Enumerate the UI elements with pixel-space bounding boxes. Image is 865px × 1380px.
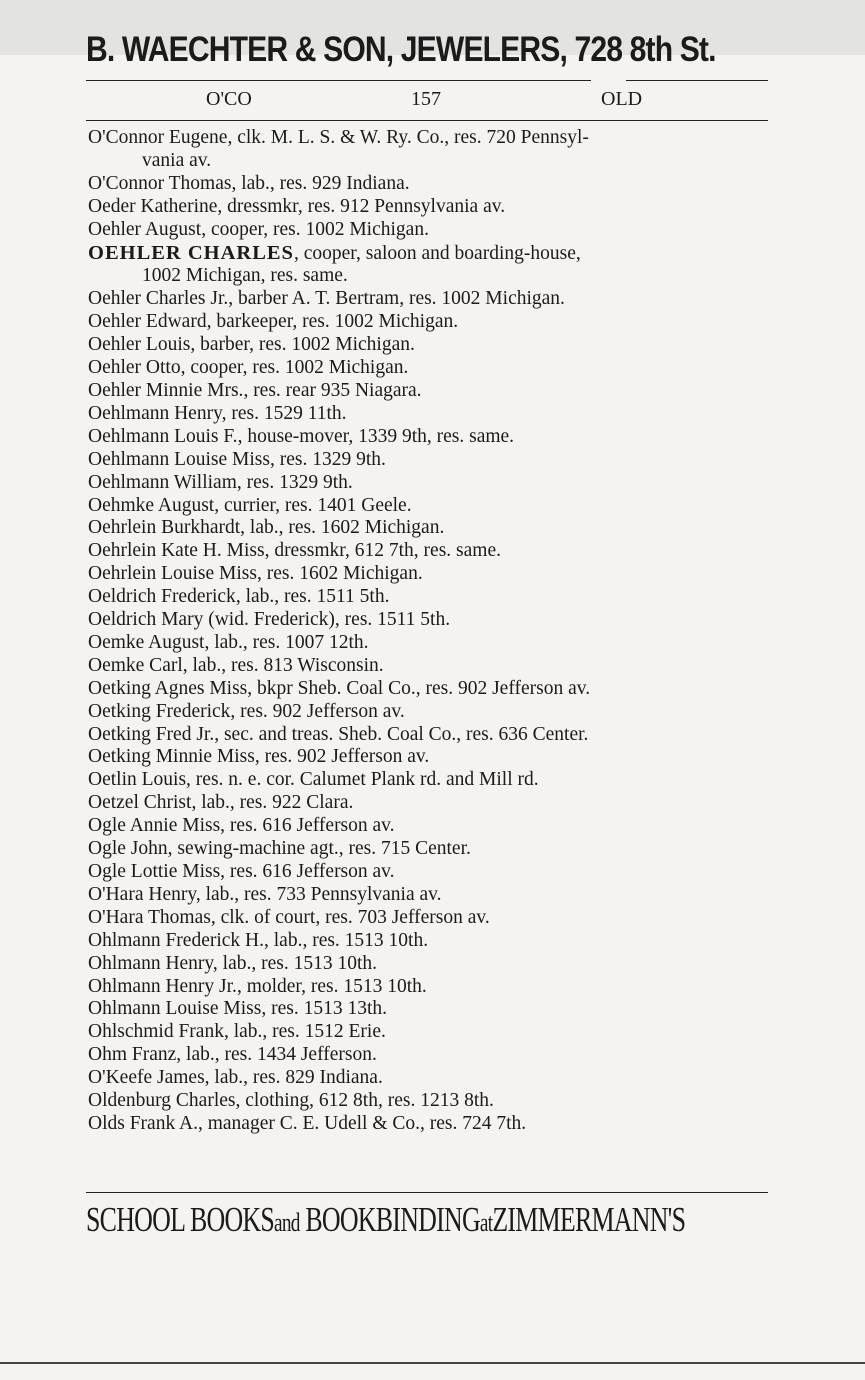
directory-entry [88, 495, 778, 518]
directory-entry [88, 540, 778, 563]
entry-details: , barber, res. 1002 Michigan. [190, 334, 415, 356]
entry-name: O'Connor Thomas [88, 172, 232, 194]
footer-ad-at: at [479, 1208, 493, 1237]
entry-name: Ohlmann Henry [88, 952, 213, 974]
directory-entry [88, 334, 778, 357]
entry-details: , barber A. T. Bertram, res. 1002 Michigan. [228, 288, 565, 310]
entry-name: OEHLER CHARLES [88, 241, 294, 264]
entry-details: , res. 1513 13th. [261, 998, 387, 1020]
page-bottom-edge [0, 1362, 865, 1364]
entry-details: (wid. Frederick), res. 1511 5th. [203, 609, 451, 631]
entry-details: , res. 616 Jefferson av. [220, 815, 395, 837]
directory-entry [88, 976, 778, 999]
directory-entry [88, 1113, 778, 1136]
entry-details: , cooper, saloon and boarding-house, [293, 242, 581, 264]
directory-entries [88, 127, 778, 1136]
entry-name: Oeder Katherine [88, 195, 218, 217]
directory-page [86, 0, 776, 1380]
directory-entry [88, 884, 778, 907]
entry-details: , currier, res. 1401 Geele. [214, 494, 412, 516]
entry-details: , bkpr Sheb. Coal Co., res. 902 Jefferson av. [247, 677, 591, 699]
entry-details: , barkeeper, res. 1002 Michigan. [206, 311, 459, 333]
directory-entry [88, 426, 778, 449]
entry-name: Oehler Edward [88, 311, 207, 333]
directory-entry [88, 998, 778, 1021]
footer-rule [86, 1192, 768, 1193]
entry-name: Ohlschmid Frank [88, 1021, 224, 1043]
entry-details: , lab., res. 1511 5th. [235, 586, 390, 608]
directory-entry [88, 746, 778, 769]
directory-entry [88, 724, 778, 747]
entry-details: , clk. of court, res. 703 Jefferson av. [210, 906, 490, 928]
header-ad-text-b: SON, JEWELERS, 728 8th St. [323, 30, 716, 69]
entry-name: Oehlmann Louise Miss [88, 448, 270, 470]
running-head-rule [86, 120, 768, 121]
entry-details: , lab., res. 813 Wisconsin. [182, 654, 384, 676]
directory-entry [88, 265, 778, 288]
entry-name: Ohlmann Louise Miss [88, 998, 262, 1020]
directory-entry [88, 517, 778, 540]
entry-details: , molder, res. 1513 10th. [236, 975, 427, 997]
entry-name: Oetking Minnie Miss [88, 746, 255, 768]
entry-name: O'Connor Eugene [88, 127, 228, 148]
entry-details: , res. 616 Jefferson av. [220, 861, 395, 882]
entry-details: , res. 902 Jefferson av. [230, 700, 405, 722]
entry-details: , lab., res. 733 Pennsylvania av. [195, 883, 442, 905]
directory-entry [88, 1090, 778, 1113]
directory-entry [88, 632, 778, 655]
entry-name: Ogle Lottie Miss [88, 861, 221, 882]
entry-name: O'Hara Henry [88, 883, 196, 905]
entry-name: Oetking Fred Jr. [88, 723, 215, 745]
directory-entry [88, 150, 778, 173]
directory-entry [88, 357, 778, 380]
running-head [86, 88, 776, 116]
directory-entry [88, 1044, 778, 1067]
directory-entry [88, 127, 778, 150]
directory-entry [88, 219, 778, 242]
page-number: 157 [411, 88, 441, 110]
entry-name: Oehler Minnie Mrs. [88, 379, 244, 401]
running-head-left: O'CO [206, 88, 252, 110]
entry-name: Oeldrich Frederick [88, 586, 236, 608]
entry-details: , lab., res. 929 Indiana. [231, 172, 410, 194]
entry-details: , clk. M. L. S. & W. Ry. Co., res. 720 Pennsyl- [227, 127, 589, 148]
directory-entry [88, 586, 778, 609]
entry-name: Oehler Louis [88, 334, 191, 356]
directory-entry [88, 815, 778, 838]
directory-entry [88, 861, 778, 884]
entry-details: , res. 1329 9th. [269, 448, 386, 470]
entry-details: , res. 1329 9th. [236, 471, 353, 493]
entry-name: Ogle Annie Miss [88, 815, 221, 837]
directory-entry [88, 288, 778, 311]
directory-entry [88, 563, 778, 586]
header-rule-right [626, 80, 768, 81]
entry-details: , lab., res. 829 Indiana. [204, 1067, 383, 1089]
entry-details: , lab., res. 1007 12th. [204, 631, 369, 653]
directory-entry [88, 173, 778, 196]
directory-entry [88, 1021, 778, 1044]
directory-entry [88, 792, 778, 815]
entry-details: , lab., res. 1434 Jefferson. [176, 1044, 377, 1066]
entry-name: Oetzel Christ [88, 792, 192, 814]
entry-details: , res. n. e. cor. Calumet Plank rd. and Mill rd. [186, 769, 539, 791]
running-head-right: OLD [601, 88, 643, 110]
entry-details: , lab., res. 1513 10th. [212, 952, 378, 974]
entry-name: Olds Frank A. [88, 1112, 198, 1134]
entry-name: Oehrlein Kate H. Miss [88, 540, 265, 562]
directory-entry [88, 953, 778, 976]
entry-name: O'Keefe James [88, 1067, 205, 1089]
entry-name: Oehmke August [88, 494, 215, 516]
directory-entry [88, 242, 778, 266]
directory-entry [88, 449, 778, 472]
entry-name: O'Hara Thomas [88, 906, 211, 928]
entry-details: , res. 902 Jefferson av. [254, 746, 430, 768]
entry-name: Ohlmann Frederick H. [88, 929, 264, 951]
directory-entry [88, 678, 778, 701]
directory-entry [88, 403, 778, 426]
directory-entry [88, 655, 778, 678]
entry-details: , dressmkr, 612 7th, res. same. [264, 540, 501, 562]
directory-entry [88, 609, 778, 632]
entry-name: Ogle John [88, 838, 168, 860]
entry-details: , clothing, 612 8th, res. 1213 8th. [235, 1090, 494, 1112]
directory-entry [88, 472, 778, 495]
entry-details: 1002 Michigan, res. same. [142, 265, 348, 287]
entry-details: , res. 1602 Michigan. [256, 563, 423, 585]
footer-ad-zimmermanns: ZIMMERMANN'S [492, 1200, 686, 1239]
directory-entry [88, 311, 778, 334]
entry-details: vania av. [142, 149, 212, 171]
footer-ad-bookbinding: BOOKBINDING [305, 1200, 480, 1239]
entry-name: Oetking Agnes Miss [88, 677, 248, 699]
entry-name: Oehrlein Burkhardt [88, 517, 241, 539]
header-ad-ampersand: & [294, 30, 316, 69]
entry-details: , dressmkr, res. 912 Pennsylvania av. [217, 195, 506, 217]
directory-entry [88, 701, 778, 724]
entry-name: Oemke August [88, 631, 205, 653]
directory-entry [88, 196, 778, 219]
entry-name: Oldenburg Charles [88, 1090, 236, 1112]
entry-name: Ohm Franz [88, 1044, 177, 1066]
entry-name: Oehlmann William [88, 471, 237, 493]
header-advertisement [86, 28, 716, 72]
entry-details: , lab., res. 1513 10th. [264, 929, 429, 951]
entry-name: Oehlmann Henry [88, 402, 222, 424]
entry-name: Oeldrich Mary [88, 609, 204, 631]
header-ad-text-a: B. WAECHTER [86, 30, 288, 69]
directory-entry [88, 838, 778, 861]
directory-entry [88, 1067, 778, 1090]
entry-details: , house-mover, 1339 9th, res. same. [237, 425, 515, 447]
footer-ad-school-books: SCHOOL BOOKS [86, 1200, 275, 1239]
entry-name: Oehler Otto [88, 357, 181, 379]
entry-details: , sewing-machine agt., res. 715 Center. [167, 838, 471, 860]
entry-details: , lab., res. 1512 Erie. [223, 1021, 386, 1043]
footer-ad-and: and [274, 1208, 300, 1237]
entry-name: Oehler August [88, 218, 202, 240]
directory-entry [88, 907, 778, 930]
directory-entry [88, 930, 778, 953]
entry-details: , cooper, res. 1002 Michigan. [201, 218, 429, 240]
directory-entry [88, 769, 778, 792]
entry-details: , sec. and treas. Sheb. Coal Co., res. 636 Center. [214, 723, 589, 745]
entry-name: Oehrlein Louise Miss [88, 563, 257, 585]
entry-name: Oehler Charles Jr. [88, 288, 229, 310]
entry-name: Oetking Frederick [88, 700, 231, 722]
entry-details: , res. rear 935 Niagara. [243, 379, 422, 401]
entry-name: Ohlmann Henry Jr. [88, 975, 237, 997]
entry-details: , manager C. E. Udell & Co., res. 724 7th. [197, 1112, 527, 1134]
entry-name: Oemke Carl [88, 654, 183, 676]
directory-entry [88, 380, 778, 403]
header-rule-left [86, 80, 591, 81]
entry-details: , res. 1529 11th. [221, 402, 347, 424]
entry-details: , lab., res. 922 Clara. [191, 792, 354, 814]
footer-advertisement [86, 1198, 686, 1245]
entry-name: Oetlin Louis [88, 769, 187, 791]
entry-details: , lab., res. 1602 Michigan. [240, 517, 445, 539]
entry-details: , cooper, res. 1002 Michigan. [180, 357, 409, 379]
entry-name: Oehlmann Louis F. [88, 425, 238, 447]
